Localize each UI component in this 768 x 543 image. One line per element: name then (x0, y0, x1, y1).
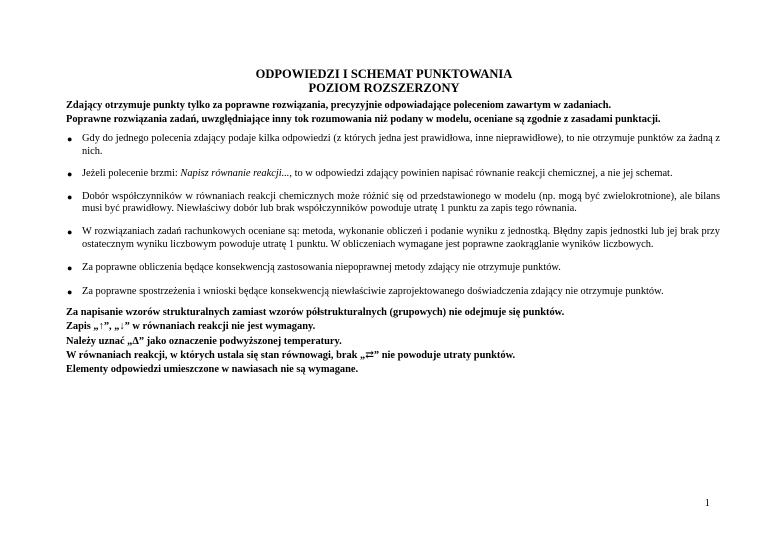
intro-line-alternative-solutions: Poprawne rozwiązania zadań, uwzględniające inny tok rozumowania niż podany w modelu, oceniane są zgodnie z zasadami punktacji. (66, 114, 661, 125)
list-item-text: Za poprawne spostrzeżenia i wnioski będące konsekwencją niewłaściwie zaprojektowanego doświadczenia zdający nie otrzymuje punktów. (82, 285, 664, 297)
list-item (66, 262, 720, 275)
list-item-text: W rozwiązaniach zadań rachunkowych oceniane są: metoda, wykonanie obliczeń i podanie wyniku z jednostką. Błędny zapis jednostki lub jej brak przy ostatecznym wyniku liczbowym powoduje utratę 1 punktu. W obliczeniach wymagane jest poprawne zaokrąglanie wyników liczbowych. (82, 225, 720, 250)
rule-brackets: Elementy odpowiedzi umieszczone w nawiasach nie są wymagane. (66, 364, 359, 376)
list-item (66, 168, 720, 181)
list-item-text: Gdy do jednego polecenia zdający podaje kilka odpowiedzi (z których jedna jest prawidłowa, inne nieprawidłowe), to nie otrzymuje punktów za żadną z nich. (82, 133, 720, 157)
list-item-text: Za poprawne obliczenia będące konsekwencją zastosowania niepoprawnej metody zdający nie otrzymuje punktów. (82, 262, 561, 274)
bullet-icon: ● (67, 191, 73, 202)
bullet-icon: ● (67, 226, 73, 237)
intro-line-points: Zdający otrzymuje punkty tylko za poprawne rozwiązania, precyzyjnie odpowiadające poleceniom zawartym w zadaniach. (66, 100, 612, 111)
rule-arrows: Zapis „↑”, „↓” w równaniach reakcji nie jest wymagany. (66, 321, 316, 333)
document-title: ODPOWIEDZI I SCHEMAT PUNKTOWANIA (255, 67, 513, 81)
list-item (66, 133, 720, 158)
document-subtitle: POZIOM ROZSZERZONY (308, 81, 460, 95)
list-item-text-after: , to w odpowiedzi zdający powinien napisać równanie reakcji chemicznej, a nie jej schemat. (289, 168, 673, 180)
bullet-icon: ● (67, 134, 73, 144)
list-item (66, 226, 720, 251)
rule-equilibrium-arrow: W równaniach reakcji, w których ustala się stan równowagi, brak „⇄” nie powoduje utraty punktów. (66, 349, 516, 361)
rule-structural-formulas: Za napisanie wzorów strukturalnych zamiast wzorów półstrukturalnych (grupowych) nie odejmuje się punktów. (66, 307, 565, 318)
list-item (66, 191, 720, 216)
additional-rules (66, 306, 716, 377)
scoring-rules-list (66, 133, 720, 298)
list-item (66, 286, 720, 299)
list-item-text: Dobór współczynników w równaniach reakcji chemicznych może różnić się od przedstawionego w modelu (np. mogą być zwielokrotnione), ale bilans musi być prawidłowy. Niewłaściwy dobór lub brak współczynników powoduje utratę 1 punktu za zapis tego równania. (82, 190, 720, 215)
list-item-text-before: Jeżeli polecenie brzmi: (82, 168, 181, 180)
bullet-icon: ● (67, 169, 73, 180)
bullet-icon: ● (67, 286, 73, 297)
bullet-icon: ● (67, 263, 73, 274)
list-item-text-italic: Napisz równanie reakcji... (180, 168, 290, 180)
page-number: 1 (704, 498, 710, 509)
rule-temperature-symbol: Należy uznać „Δ” jako oznaczenie podwyższonej temperatury. (66, 335, 342, 347)
